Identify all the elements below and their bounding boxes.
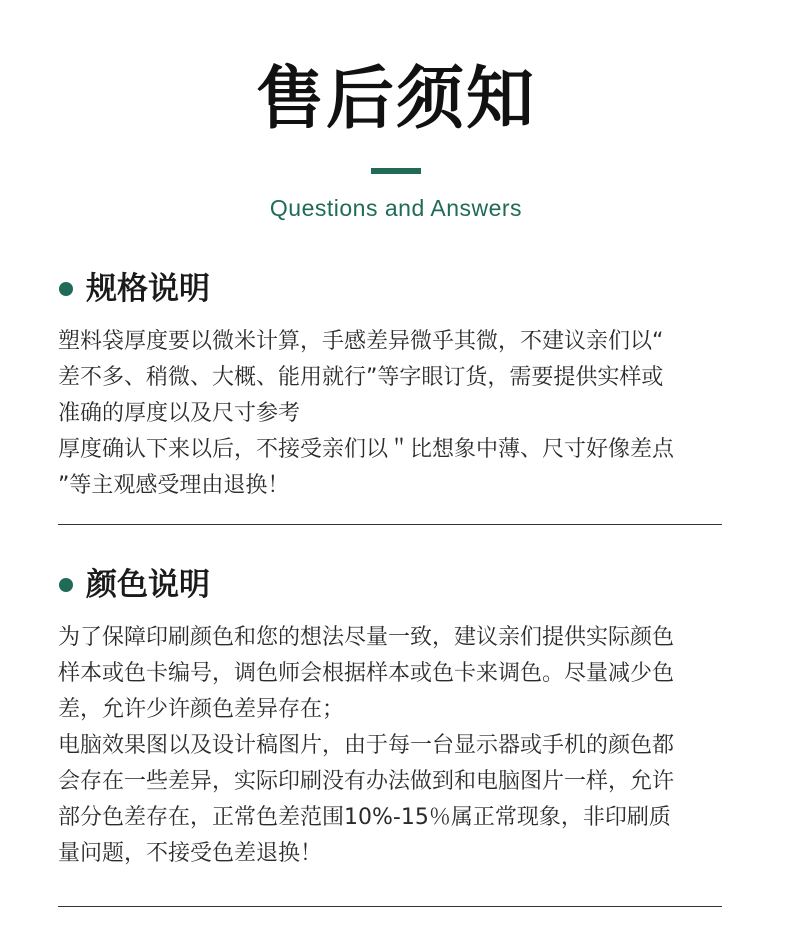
title-accent-bar — [371, 168, 421, 174]
body-line: 部分色差存在，正常色差范围10%-15％属正常现象，非印刷质 — [58, 805, 671, 830]
section-header — [58, 266, 722, 312]
body-line: 厚度确认下来以后，不接受亲们以＂比想象中薄、尺寸好像差点 — [58, 437, 675, 462]
section-header — [58, 562, 722, 608]
section-color — [58, 562, 722, 872]
body-line: 差不多、稍微、大概、能用就行”等字眼订货，需要提供实样或 — [58, 365, 664, 390]
section-divider — [58, 906, 722, 907]
bullet-dot-icon — [59, 282, 73, 296]
body-line: 差，允许少许颜色差异存在； — [58, 697, 345, 722]
body-line: 塑料袋厚度要以微米计算，手感差异微乎其微，不建议亲们以“ — [58, 329, 664, 354]
bullet-dot-icon — [59, 578, 73, 592]
page-subtitle: Questions and Answers — [269, 195, 523, 221]
body-line: 电脑效果图以及设计稿图片，由于每一台显示器或手机的颜色都 — [58, 733, 675, 758]
section-spec — [58, 266, 722, 504]
body-line: 为了保障印刷颜色和您的想法尽量一致，建议亲们提供实际颜色 — [58, 625, 675, 650]
body-line: 量问题，不接受色差退换！ — [58, 841, 323, 866]
body-line: ”等主观感受理由退换！ — [58, 473, 290, 498]
section-title: 规格说明 — [86, 271, 210, 307]
body-line: 会存在一些差异，实际印刷没有办法做到和电脑图片一样，允许 — [58, 769, 675, 794]
section-divider — [58, 524, 722, 525]
body-line: 样本或色卡编号，调色师会根据样本或色卡来调色。尽量减少色 — [58, 661, 675, 686]
section-title: 颜色说明 — [86, 567, 210, 603]
body-line: 准确的厚度以及尺寸参考 — [58, 401, 301, 426]
page-title: 售后须知 — [255, 60, 536, 139]
